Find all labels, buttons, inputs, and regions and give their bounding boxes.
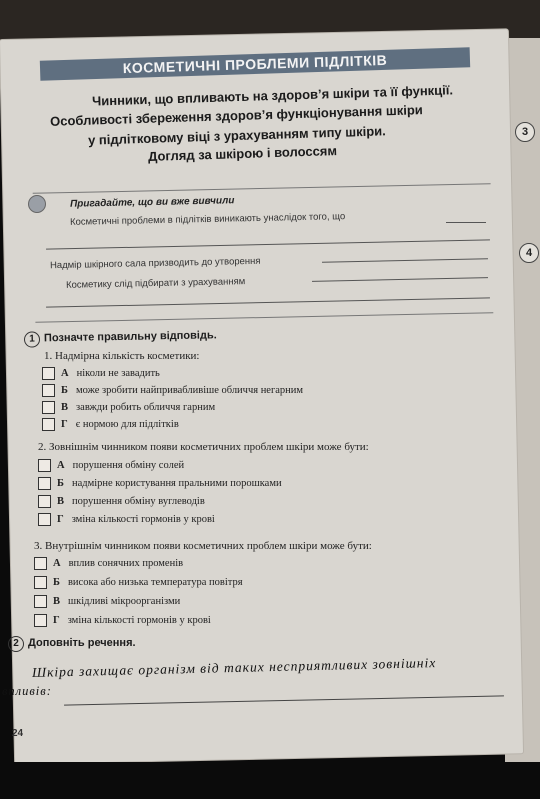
remember-line-3: Косметику слід підбирати з урахуванням	[65, 276, 246, 291]
subtitle-line-2: Особливості збереження здоров’я функціонування шкіри	[49, 102, 423, 129]
task-1-title: Позначте правильну відповідь.	[43, 329, 217, 345]
question-2: 2. Зовнішнім чинником появи косметичних проблем шкіри може бути:	[38, 441, 369, 453]
sentence-start: Шкіра захищає організм від таких несприятливих зовнішніх	[31, 655, 437, 680]
sentence-end: впливів:	[2, 684, 52, 698]
checkbox[interactable]	[42, 384, 55, 397]
option-2a[interactable]: А порушення обміну солей	[38, 459, 184, 472]
remember-line-1: Косметичні проблеми в підлітків виникають унаслідок того, що	[69, 211, 346, 228]
task-number: 1	[24, 331, 40, 347]
option-2c[interactable]: В порушення обміну вуглеводів	[38, 495, 205, 508]
checkbox[interactable]	[38, 459, 51, 472]
side-number-3: 3	[515, 122, 535, 142]
checkbox[interactable]	[38, 513, 51, 526]
side-number-4: 4	[519, 243, 539, 263]
section-banner: КОСМЕТИЧНІ ПРОБЛЕМИ ПІДЛІТКІВ	[40, 47, 470, 80]
option-3b[interactable]: Б висока або низька температура повітря	[34, 576, 243, 589]
checkbox[interactable]	[34, 595, 47, 608]
subtitle-line-3: у підлітковому віці з урахуванням типу шкіри.	[87, 123, 386, 148]
task-number: 2	[8, 636, 24, 652]
checkbox[interactable]	[34, 576, 47, 589]
option-3d[interactable]: Г зміна кількості гормонів у крові	[34, 614, 211, 627]
checkbox[interactable]	[34, 557, 47, 570]
question-3: 3. Внутрішнім чинником появи косметичних проблем шкіри може бути:	[34, 540, 372, 552]
option-2b[interactable]: Б надмірне користування пральними порошками	[38, 477, 282, 490]
task-1-heading	[24, 328, 217, 347]
task-2-title: Доповніть речення.	[28, 637, 136, 649]
background-bottom	[0, 762, 540, 799]
remember-title: Пригадайте, що ви вже вивчили	[69, 195, 235, 210]
option-1a[interactable]: А ніколи не завадить	[42, 367, 160, 380]
checkbox[interactable]	[38, 477, 51, 490]
checkbox[interactable]	[42, 418, 55, 431]
checkbox[interactable]	[38, 495, 51, 508]
subtitle-line-1: Чинники, що впливають на здоров’я шкіри та її функції.	[91, 82, 454, 109]
checkbox[interactable]	[34, 614, 47, 627]
question-1: 1. Надмірна кількість косметики:	[44, 350, 200, 362]
option-1d[interactable]: Г є нормою для підлітків	[42, 418, 179, 431]
subtitle-line-4: Догляд за шкірою і волоссям	[147, 143, 338, 164]
remember-line-2: Надмір шкірного сала призводить до утворення	[49, 255, 261, 272]
page-number: 24	[12, 728, 24, 739]
option-2d[interactable]: Г зміна кількості гормонів у крові	[38, 513, 215, 526]
option-1b[interactable]: Б може зробити найпривабливіше обличчя негарним	[42, 384, 303, 397]
checkbox[interactable]	[42, 401, 55, 414]
remember-icon	[28, 195, 46, 213]
task-2-heading	[8, 636, 136, 652]
option-3c[interactable]: В шкідливі мікроорганізми	[34, 595, 180, 608]
option-3a[interactable]: А вплив сонячних променів	[34, 557, 183, 570]
answer-blank[interactable]	[446, 222, 486, 223]
option-1c[interactable]: В завжди робить обличчя гарним	[42, 401, 215, 414]
checkbox[interactable]	[42, 367, 55, 380]
